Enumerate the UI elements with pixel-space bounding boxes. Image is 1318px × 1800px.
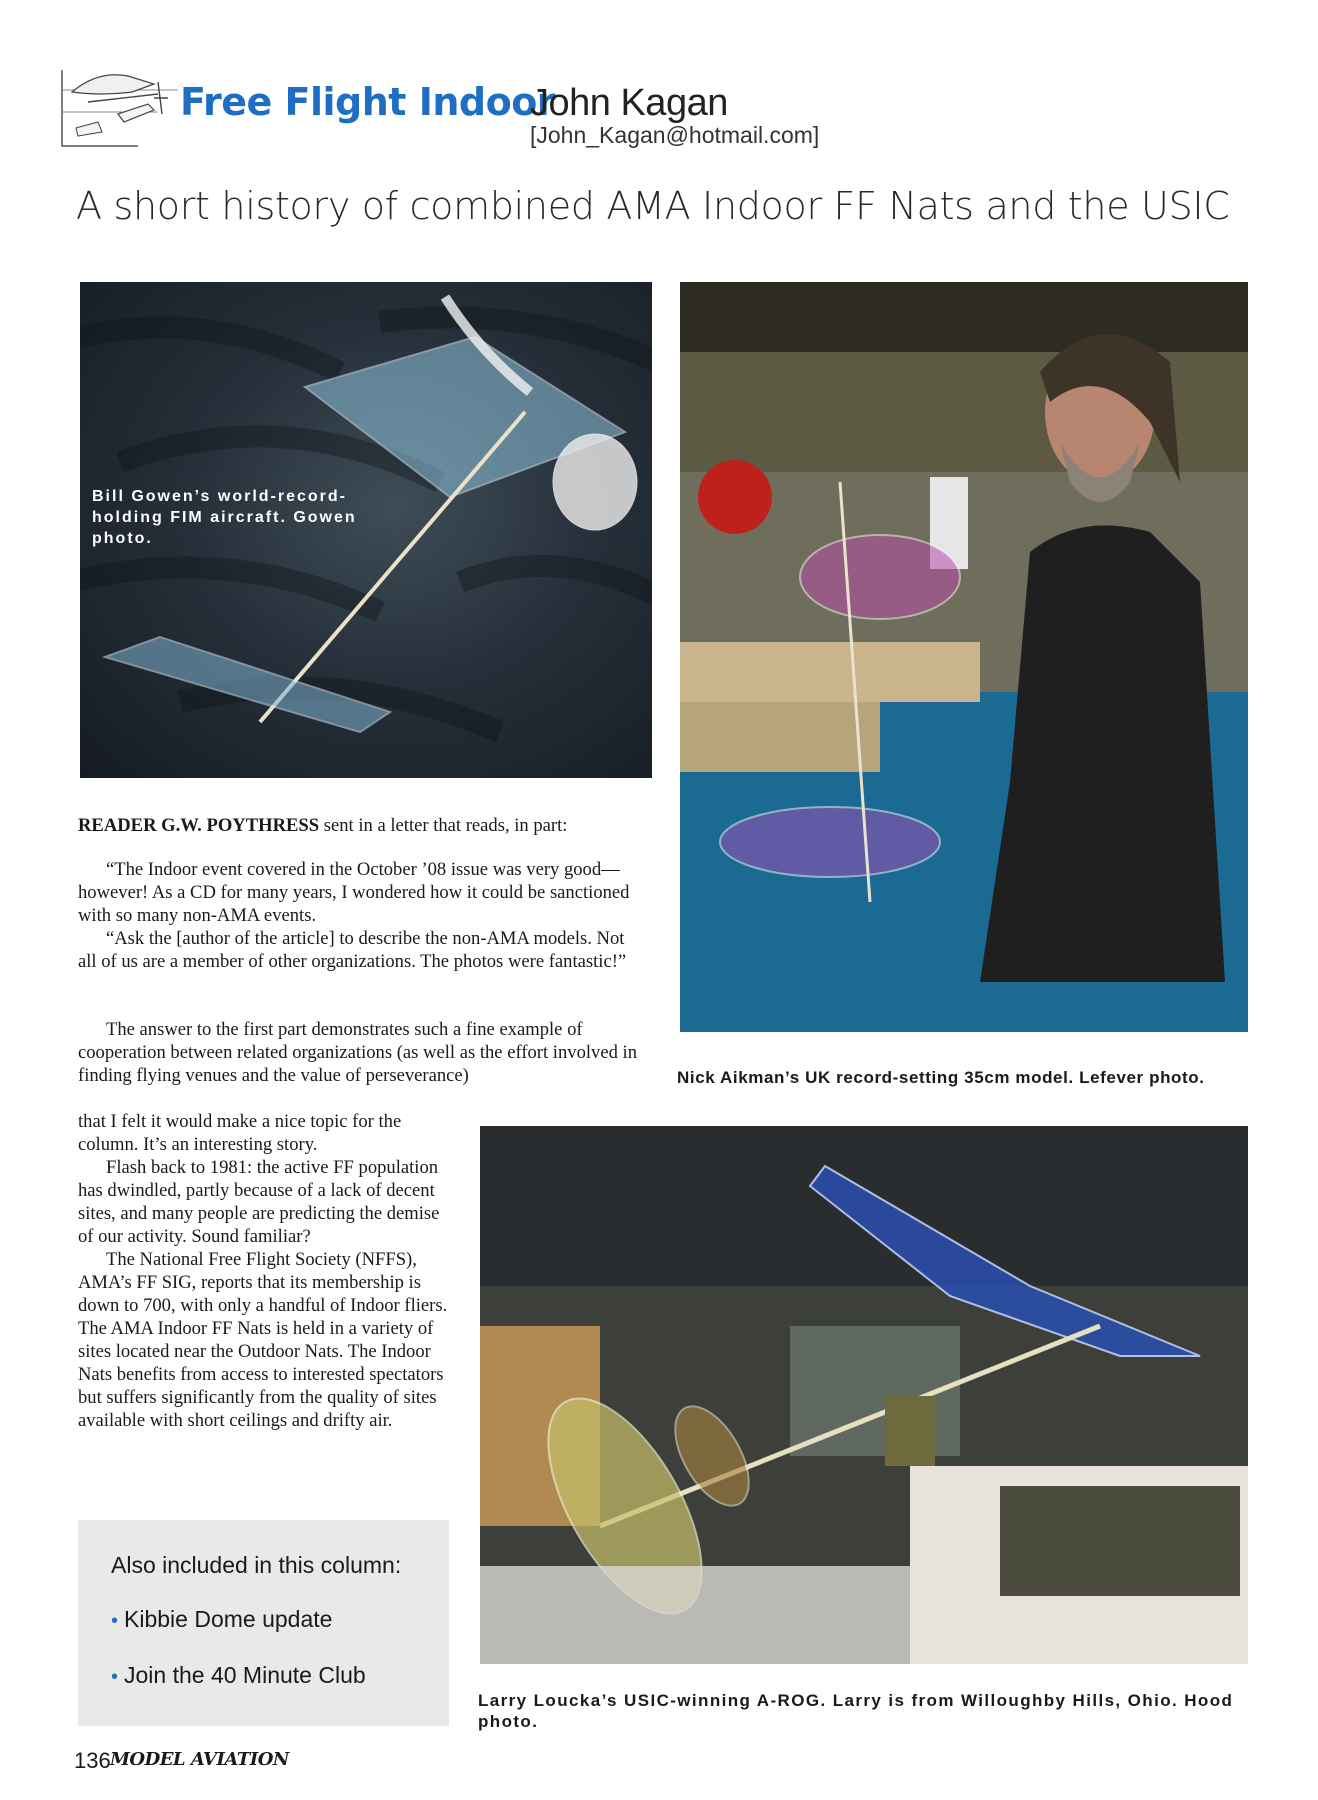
sidebar-item-label: Kibbie Dome update (124, 1606, 333, 1632)
author-name: John Kagan (530, 82, 728, 124)
bullet-icon: • (111, 1666, 119, 1688)
reader-quote (78, 858, 638, 973)
page-number: 136 (74, 1748, 111, 1773)
reader-name: READER G.W. POYTHRESS (78, 815, 320, 836)
answer-continuation: that I felt it would make a nice topic for the column. It’s an interesting story. (78, 1111, 402, 1155)
reader-intro (78, 814, 567, 837)
photo1-caption: Bill Gowen’s world-record-holding FIM aircraft. Gowen photo. (92, 488, 357, 547)
photo3-caption: Larry Loucka’s USIC-winning A-ROG. Larry is from Willoughby Hills, Ohio. Hood photo. (478, 1691, 1234, 1731)
nffs-paragraph: The National Free Flight Society (NFFS), AMA’s FF SIG, reports that its membership is down to 700, with only a handful of Indoor fliers. The AMA Indoor FF Nats is held in a variety of sites located near the Outdoor Nats. The Indoor Nats benefits from access to interested spectators but suffers significantly from the quality of sites available with short ceilings and drifty air. (78, 1249, 448, 1431)
photo2-caption: Nick Aikman’s UK record-setting 35cm model. Lefever photo. (677, 1068, 1205, 1087)
bullet-icon: • (111, 1610, 119, 1632)
answer-paragraph (78, 1018, 638, 1087)
magazine-name: MODEL AVIATION (110, 1749, 289, 1770)
quote-paragraph-1: “The Indoor event covered in the October ’08 issue was very good—however! As a CD for many years, I wondered how it could be sanctioned with so many non-AMA events. (78, 859, 630, 926)
larry-loucka-photo (480, 1126, 1248, 1664)
sidebar-item-kibbie-dome (111, 1606, 332, 1633)
nick-aikman-photo (680, 282, 1248, 1032)
column-title: Free Flight Indoor (180, 80, 556, 124)
column-logo-icon (58, 62, 180, 150)
sidebar-item-40-minute-club (111, 1662, 366, 1689)
answer-paragraph-text: The answer to the first part demonstrates such a fine example of cooperation between related organizations (as well as the effort involved in finding flying venues and the value of perseverance) (78, 1019, 637, 1086)
reader-intro-rest: sent in a letter that reads, in part: (319, 815, 568, 836)
quote-paragraph-2: “Ask the [author of the article] to describe the non-AMA models. Not all of us are a member of other organizations. The photos were fantastic!” (78, 928, 627, 972)
author-email: [John_Kagan@hotmail.com] (530, 122, 820, 148)
sidebar-title: Also included in this column: (111, 1552, 402, 1578)
article-headline: A short history of combined AMA Indoor FF Nats and the USIC (76, 184, 1230, 228)
sidebar-item-label: Join the 40 Minute Club (124, 1662, 366, 1688)
flashback-paragraph: Flash back to 1981: the active FF population has dwindled, partly because of a lack of decent sites, and many people are predicting the demise of our activity. Sound familiar? (78, 1157, 440, 1247)
narrow-column (78, 1110, 458, 1432)
